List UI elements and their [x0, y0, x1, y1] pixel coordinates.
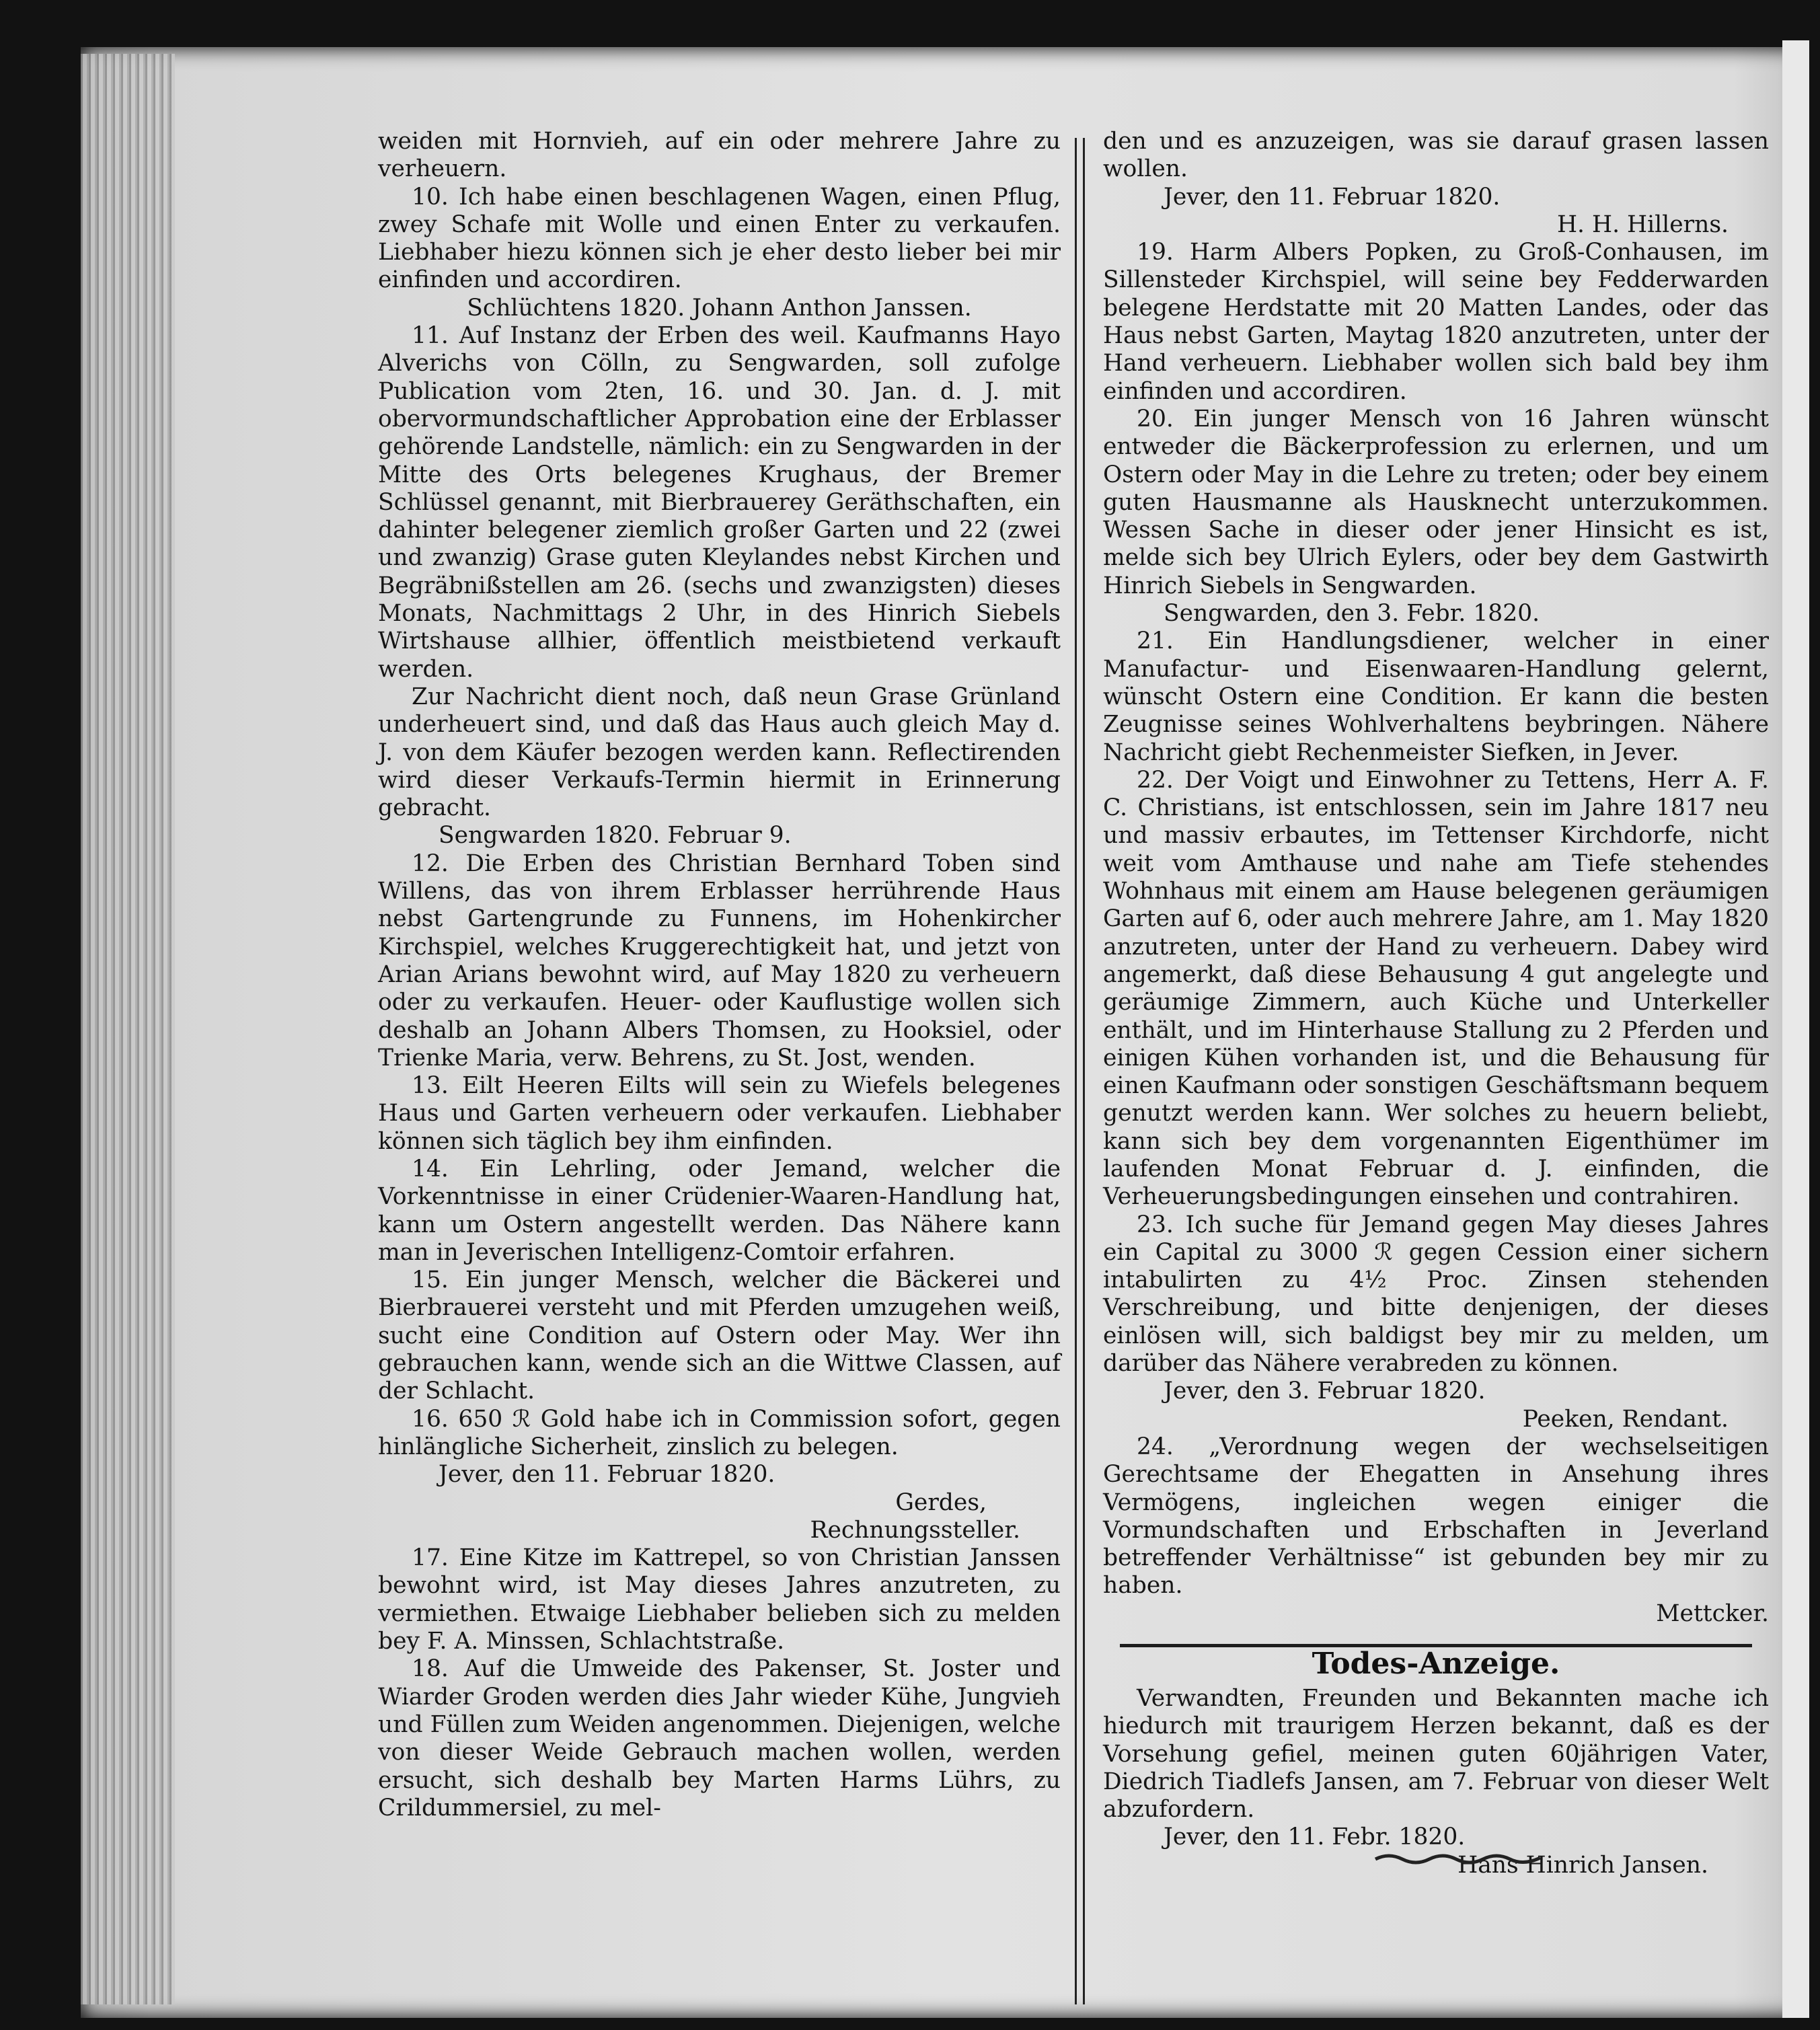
place-date-line: Sengwarden 1820. Februar 9.	[439, 822, 792, 850]
death-notice-heading: Todes-Anzeige.	[1312, 1647, 1560, 1681]
right-column	[1103, 128, 1769, 1628]
notice-paragraph: 11. Auf Instanz der Erben des weil. Kaufmanns Hayo Alverichs von Cölln, zu Sengwarden, soll zufolge Publication vom 2ten, 16. und 30. Jan. d. J. mit obervormundschaftlicher Approbation eine der Erblasser gehörende Landstelle, nämlich: ein zu Sengwarden in der Mitte des Orts belegenes Krughaus, der Bremer Schlüssel genannt, mit Bierbrauerey Geräthschaften, ein dahinter belegener ziemlich großer Garten und 22 (zwei und zwanzig) Grase guten Kleylandes nebst Kirchen und Begräbnißstellen am 26. (sechs und zwanzigsten) dieses Monats, Nachmittags 2 Uhr, in des Hinrich Siebels Wirtshause allhier, öffentlich meistbietend verkauft werden.	[378, 322, 1061, 683]
notice-paragraph: 14. Ein Lehrling, oder Jemand, welcher die Vorkenntnisse in einer Crüdenier-Waaren-Handlung hat, kann um Ostern angestellt werden. Das Nähere kann man in Jeverischen Intelligenz-Comtoir erfahren.	[378, 1155, 1061, 1266]
notice-paragraph: 16. 650 ℛ Gold habe ich in Commission sofort, gegen hinlängliche Sicherheit, zinslich zu belegen.	[378, 1405, 1061, 1460]
notice-paragraph: 19. Harm Albers Popken, zu Groß-Conhausen, im Sillensteder Kirchspiel, will seine bey Fedderwarden belegene Herdstatte mit 20 Matten Landes, oder das Haus nebst Garten, Maytag 1820 anzutreten, unter der Hand verheuern. Liebhaber wollen sich bald bey ihm einfinden und accordiren.	[1103, 239, 1769, 405]
page-binding-edge	[81, 54, 175, 2004]
ornament-swash	[1372, 1851, 1547, 1865]
death-notice-place-date: Jever, den 11. Febr. 1820.	[1164, 1824, 1466, 1851]
column-divider-rule-2	[1083, 138, 1085, 2004]
death-notice-body: Verwandten, Freunden und Bekannten mache ich hiedurch mit traurigem Herzen bekannt, daß es der Vorsehung gefiel, meinen guten 60jährigen Vater, Diedrich Tiadlefs Jansen, am 7. Februar von dieser Welt abzufordern.	[1103, 1685, 1769, 1824]
death-notice-signature: Hans Hinrich Jansen.	[1457, 1851, 1708, 1879]
notice-paragraph: 13. Eilt Heeren Eilts will sein zu Wiefels belegenes Haus und Garten verheuern oder verkaufen. Liebhaber können sich täglich bey ihm einfinden.	[378, 1072, 1061, 1155]
signature-line: Mettcker.	[1656, 1600, 1769, 1627]
notice-paragraph: 17. Eine Kitze im Kattrepel, so von Christian Janssen bewohnt wird, ist May dieses Jahres anzutreten, zu vermiethen. Etwaige Liebhaber belieben sich zu melden bey F. A. Minssen, Schlachtstraße.	[378, 1544, 1061, 1655]
place-date-line: Jever, den 11. Februar 1820.	[439, 1461, 775, 1489]
left-column	[378, 128, 1061, 1822]
notice-paragraph: 15. Ein junger Mensch, welcher die Bäckerei und Bierbrauerei versteht und mit Pferden umzugehen weiß, sucht eine Condition auf Ostern oder May. Wer ihn gebrauchen kann, wende sich an die Wittwe Classen, auf der Schlacht.	[378, 1267, 1061, 1405]
page-right-edge	[1782, 40, 1809, 2018]
notice-paragraph: 10. Ich habe einen beschlagenen Wagen, einen Pflug, zwey Schafe mit Wolle und einen Enter zu verkaufen. Liebhaber hiezu können sich je eher desto lieber bei mir einfinden und accordiren.	[378, 183, 1061, 294]
notice-paragraph: 21. Ein Handlungsdiener, welcher in einer Manufactur- und Eisenwaaren-Handlung gelernt, wünscht Ostern eine Condition. Er kann die besten Zeugnisse seines Wohlverhaltens beybringen. Nähere Nachricht giebt Rechenmeister Siefken, in Jever.	[1103, 628, 1769, 766]
column-divider-rule	[1075, 138, 1077, 2004]
signature-line: H. H. Hillerns.	[1556, 211, 1729, 238]
continued-text: weiden mit Hornvieh, auf ein oder mehrere Jahre zu verheuern.	[378, 128, 1061, 183]
place-date-line: Jever, den 3. Februar 1820.	[1164, 1378, 1486, 1405]
notice-paragraph: 12. Die Erben des Christian Bernhard Toben sind Willens, das von ihrem Erblasser herrührende Haus nebst Gartengrunde zu Funnens, im Hohenkircher Kirchspiel, welches Kruggerechtigkeit hat, und jetzt von Arian Arians bewohnt wird, auf May 1820 zu verheuern oder zu verkaufen. Heuer- oder Kauflustige wollen sich deshalb an Johann Albers Thomsen, zu Hooksiel, oder Trienke Maria, verw. Behrens, zu St. Jost, wenden.	[378, 850, 1061, 1072]
signature-line: Rechnungssteller.	[810, 1516, 1020, 1544]
notice-paragraph: 20. Ein junger Mensch von 16 Jahren wünscht entweder die Bäckerprofession zu erlernen, und um Ostern oder May in die Lehre zu treten; oder bey einem guten Hausmanne als Hausknecht unterzukommen. Wessen Sache in dieser oder jener Hinsicht es ist, melde sich bey Ulrich Eylers, oder bey dem Gastwirth Hinrich Siebels in Sengwarden.	[1103, 405, 1769, 599]
signature-line: Gerdes,	[895, 1489, 987, 1516]
notice-paragraph: 23. Ich suche für Jemand gegen May dieses Jahres ein Capital zu 3000 ℛ gegen Cession einer sichern intabulirten zu 4½ Proc. Zinsen stehenden Verschreibung, und bitte denjenigen, der dieses einlösen will, sich baldigst bey mir zu melden, um darüber das Nähere verabreden zu können.	[1103, 1211, 1769, 1378]
notice-paragraph: 24. „Verordnung wegen der wechselseitigen Gerechtsame der Ehegatten in Ansehung ihres Vermögens, ingleichen wegen einiger die Vormundschaften und Erbschaften in Jeverland betreffender Verhältnisse“ ist gebunden bey mir zu haben.	[1103, 1433, 1769, 1600]
notice-paragraph: 22. Der Voigt und Einwohner zu Tettens, Herr A. F. C. Christians, ist entschlossen, sein im Jahre 1817 neu und massiv erbautes, im Tettenser Kirchdorfe, nicht weit vom Amthause und nahe am Tiefe stehendes Wohnhaus mit einem am Hause belegenen geräumigen Garten auf 6, oder auch mehrere Jahre, am 1. May 1820 anzutreten, unter der Hand zu verheuern. Dabey wird angemerkt, daß diese Behausung 4 gut angelegte und geräumige Zimmern, auch Küche und Unterkeller enthält, und im Hinterhause Stallung zu 2 Pferden und einigen Kühen vorhanden ist, und die Behausung für einen Kaufmann oder sonstigen Geschäftsmann bequem genutzt werden kann. Wer solches zu heuern beliebt, kann sich bey dem vorgenannten Eigenthümer im laufenden Monat Februar d. J. einfinden, die Verheuerungsbedingungen einsehen und contrahiren.	[1103, 766, 1769, 1211]
notice-paragraph: 18. Auf die Umweide des Pakenser, St. Joster und Wiarder Groden werden dies Jahr wieder Kühe, Jungvieh und Füllen zum Weiden angenommen. Diejenigen, welche von dieser Weide Gebrauch machen wollen, werden ersucht, sich deshalb bey Marten Harms Lührs, zu Crildummersiel, zu mel-	[378, 1655, 1061, 1821]
notice-paragraph: Zur Nachricht dient noch, daß neun Grase Grünland underheuert sind, und daß das Haus auch gleich May d. J. von dem Käufer bezogen werden kann. Reflectirenden wird dieser Verkaufs-Termin hiermit in Erinnerung gebracht.	[378, 683, 1061, 822]
place-date-line: Sengwarden, den 3. Febr. 1820.	[1164, 600, 1540, 628]
signature-line: Schlüchtens 1820. Johann Anthon Janssen.	[467, 294, 972, 322]
death-notice	[1103, 1685, 1769, 1879]
place-date-line: Jever, den 11. Februar 1820.	[1164, 183, 1501, 211]
signature-line: Peeken, Rendant.	[1522, 1405, 1729, 1433]
continued-text: den und es anzuzeigen, was sie darauf grasen lassen wollen.	[1103, 128, 1769, 183]
